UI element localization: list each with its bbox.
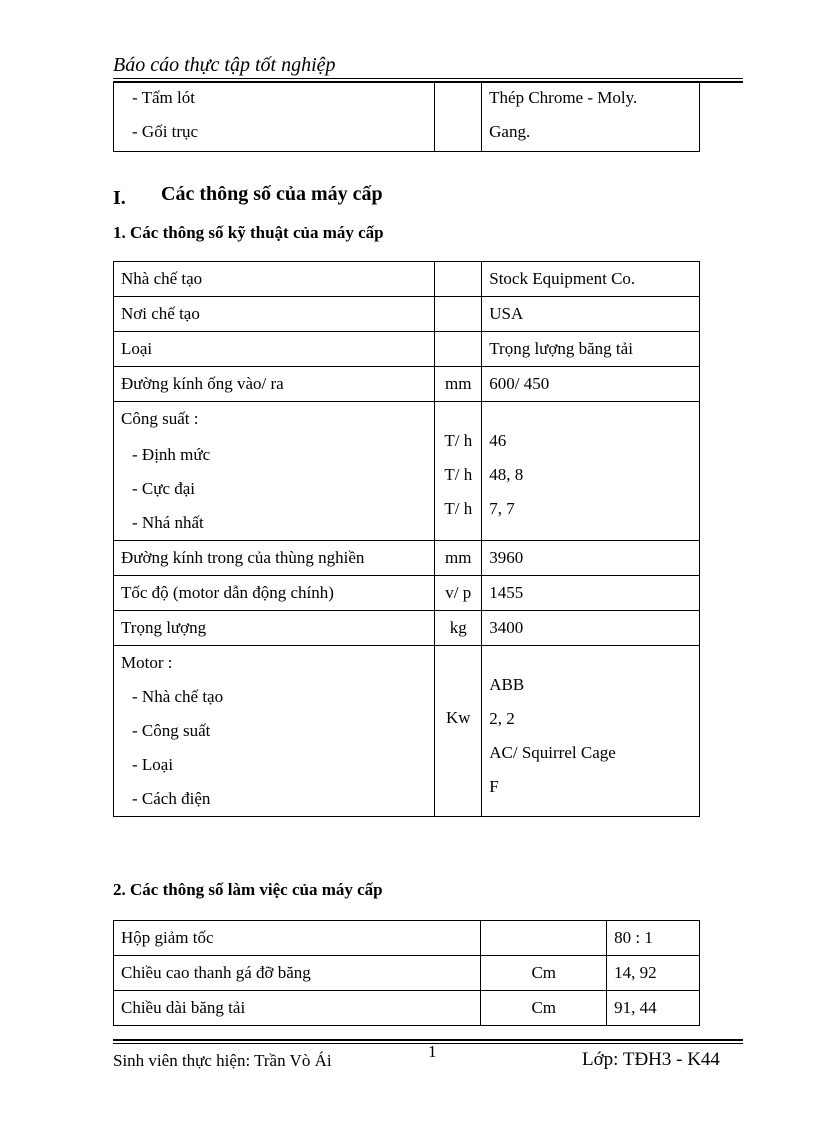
motor-item-value: F [489,777,499,796]
power-item-value: 46 [489,431,507,450]
table-row-power [114,402,700,541]
subsection-2-title: 2. Các thông số làm việc của máy cấp [113,880,383,899]
row-label: Đường kính trong của thùng nghiền [114,541,435,576]
motor-item-value: ABB [489,675,525,694]
unit-cell [435,83,482,152]
row-label: - Tấm lót [132,88,195,107]
row-label: Hộp giảm tốc [114,921,481,956]
row-unit [481,921,607,956]
table-row [114,541,700,576]
power-item-unit: T/ h [444,499,473,518]
row-value: Gang. [489,122,531,141]
row-value: 80 : 1 [607,921,700,956]
row-label: Chiều cao thanh gá đỡ băng [114,956,481,991]
motor-item-label: - Nhà chế tạo [132,687,224,706]
row-unit: v/ p [435,576,482,611]
power-item-value: 48, 8 [489,465,524,484]
table-row [114,332,700,367]
row-value: Thép Chrome - Moly. [489,88,638,107]
row-value: Stock Equipment Co. [482,262,700,297]
motor-label: Motor : [121,653,173,672]
row-unit: kg [435,611,482,646]
power-item-label: - Định mức [132,445,211,464]
table-row [114,262,700,297]
motor-item-value: AC/ Squirrel Cage [489,743,616,762]
table-row [114,611,700,646]
motor-unit: Kw [446,708,471,727]
section-title: Các thông số của máy cấp [161,183,383,205]
top-table [113,83,700,152]
footer-class: Lớp: TĐH3 - K44 [582,1049,720,1070]
table-row [114,297,700,332]
label-cell [114,83,435,152]
technical-specs-table [113,261,700,817]
row-label: Nhà chế tạo [114,262,435,297]
row-unit: Cm [481,956,607,991]
section-heading [113,180,383,208]
row-unit: Cm [481,991,607,1026]
operating-params-table [113,920,700,1026]
motor-unit-cell [435,646,482,817]
motor-value-cell [482,646,700,817]
value-cell [482,83,700,152]
motor-item-label: - Công suất [132,721,211,740]
row-label: Trọng lượng [114,611,435,646]
table-row [114,921,700,956]
row-label: Đường kính ống vào/ ra [114,367,435,402]
table-row [114,956,700,991]
row-label: Tốc độ (motor dẫn động chính) [114,576,435,611]
row-unit [435,297,482,332]
motor-label-cell [114,646,435,817]
row-unit [435,262,482,297]
section-number: I. [113,187,126,209]
power-label: Công suất : [121,409,199,428]
subsection-1-title: 1. Các thông số kỹ thuật của máy cấp [113,223,384,242]
table-row [114,83,700,152]
power-unit-cell [435,402,482,541]
row-value: 14, 92 [607,956,700,991]
row-label: Nơi chế tạo [114,297,435,332]
table-row-motor [114,646,700,817]
row-value: 91, 44 [607,991,700,1026]
row-value: 600/ 450 [482,367,700,402]
row-value: 1455 [482,576,700,611]
row-value: 3960 [482,541,700,576]
power-item-unit: T/ h [444,465,473,484]
footer-student: Sinh viên thực hiện: Trần Vò Ái [113,1051,332,1070]
motor-item-label: - Loại [132,755,174,774]
power-item-label: - Cực đại [132,479,196,498]
power-item-unit: T/ h [444,431,473,450]
power-item-value: 7, 7 [489,499,515,518]
footer-rule-thick [113,1039,743,1041]
row-value: 3400 [482,611,700,646]
table-row [114,367,700,402]
row-unit [435,332,482,367]
row-label: - Gối trục [132,122,199,141]
header-title: Báo cáo thực tập tốt nghiệp [113,54,336,76]
footer-page-number: 1 [428,1042,437,1061]
row-value: USA [482,297,700,332]
row-label: Chiều dài băng tải [114,991,481,1026]
row-unit: mm [435,367,482,402]
table-row [114,576,700,611]
row-unit: mm [435,541,482,576]
power-item-label: - Nhá nhất [132,513,204,532]
header-rule-thin [113,78,743,79]
row-label: Loại [114,332,435,367]
power-label-cell [114,402,435,541]
motor-item-label: - Cách điện [132,789,211,808]
row-value: Trọng lượng băng tải [482,332,700,367]
table-row [114,991,700,1026]
power-value-cell [482,402,700,541]
motor-item-value: 2, 2 [489,709,515,728]
